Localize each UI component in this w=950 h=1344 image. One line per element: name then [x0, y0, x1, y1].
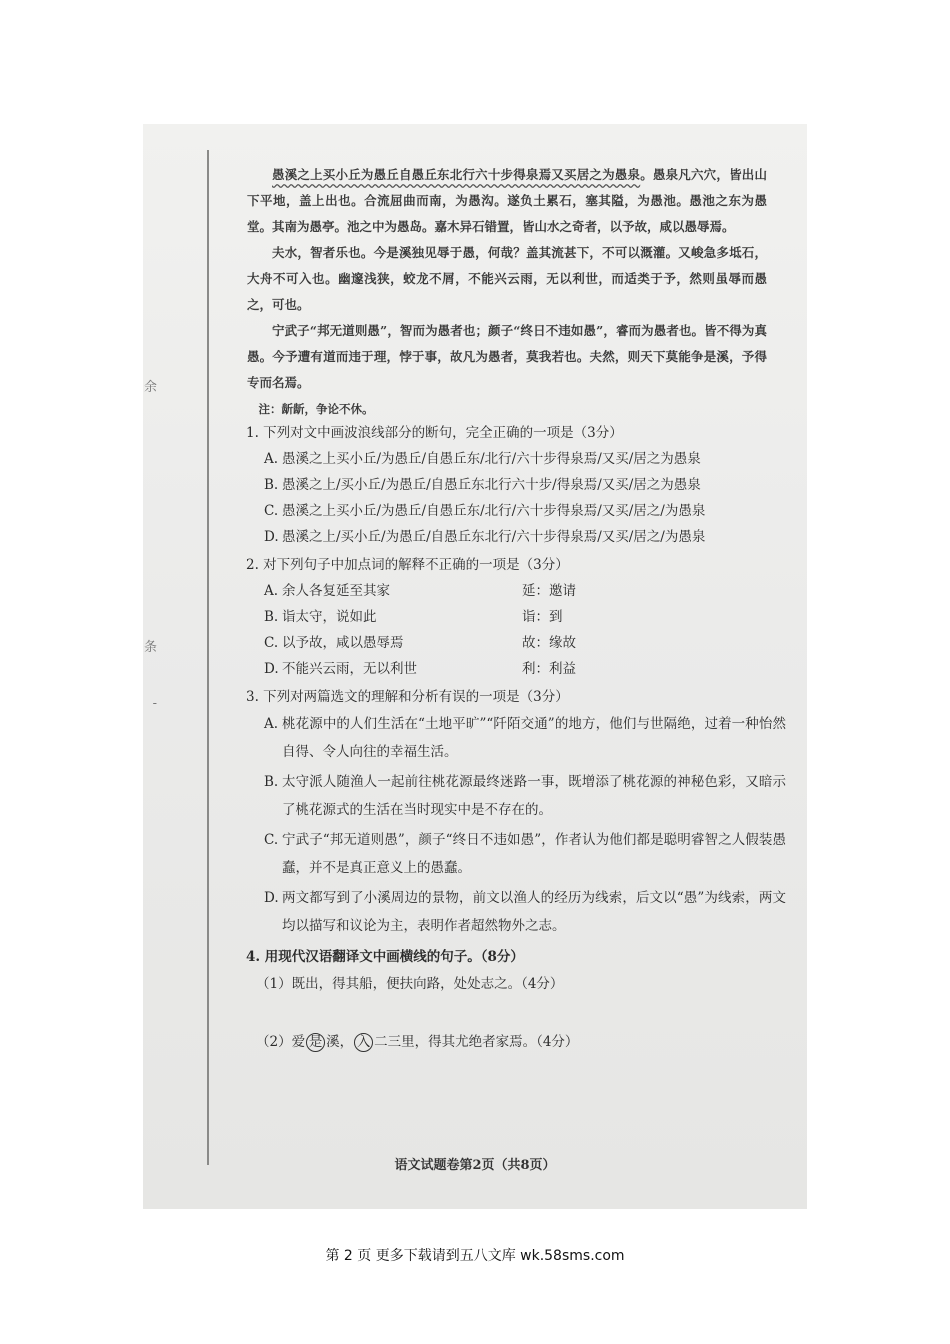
question-4-stem: 4. 用现代汉语翻译文中画横线的句子。（8分）: [246, 949, 524, 965]
question-2-option-c: C. 以予故，咸以愚辱焉 故：缘故: [264, 635, 576, 651]
question-4-sentence-2: （2）爱 是 溪， 入 二三里，得其尤绝者家焉。（4分）: [256, 1034, 579, 1050]
passage-paragraph-2: 夫水，智者乐也。今是溪独见辱于愚，何哉？盖其流甚下，不可以溉灌。又峻急多坻石，大舟不可入也。幽邃浅狭，蛟龙不屑，不能兴云雨，无以利世，而适类于予，然则虽辱而愚之，可也。: [247, 245, 767, 312]
circled-character: 是: [306, 1033, 325, 1052]
margin-mark: 余: [143, 380, 157, 395]
question-1-option-c: C. 愚溪之上买小丘/为愚丘/自愚丘东/北行/六十步得泉焉/又买/居之/为愚泉: [264, 503, 706, 519]
passage-paragraph-1: 愚溪之上买小丘为愚丘自愚丘东北行六十步得泉焉又买居之为愚泉。愚泉凡六穴，皆出山下平地，盖上出也。合流屈曲而南，为愚沟。遂负土累石，塞其隘，为愚池。愚池之东为愚堂。其南为愚亭。池之中为愚岛。嘉木异石错置，皆山水之奇者，以予故，咸以愚辱焉。: [247, 167, 767, 234]
scanned-exam-photo: [143, 124, 807, 1209]
question-3-option-b: B. 太守派人随渔人一起前往桃花源最终迷路一事，既增添了桃花源的神秘色彩，又暗示了桃花源式的生活在当时现实中是不存在的。: [264, 774, 786, 818]
binding-margin-line: [207, 150, 209, 1165]
exam-page-number: 语文试题卷第2页（共8页）: [394, 1158, 556, 1173]
circled-character: 入: [354, 1033, 373, 1052]
margin-mark: 条: [143, 640, 157, 655]
passage-note: 注：龂龂，争论不休。: [258, 402, 374, 416]
question-4-sentence-1: （1）既出，得其船，便扶向路，处处志之。（4分）: [256, 976, 564, 992]
wavy-underlined-text: 愚溪之上买小丘为愚丘自愚丘东北行六十步得泉焉又买居之为愚泉: [272, 167, 641, 182]
classical-passage: [247, 162, 767, 422]
question-2-option-d: D. 不能兴云雨，无以利世 利：利益: [264, 661, 576, 677]
question-1-option-b: B. 愚溪之上/买小丘/为愚丘/自愚丘东北行六十步/得泉焉/又买/居之为愚泉: [264, 477, 701, 493]
question-1-option-a: A. 愚溪之上买小丘/为愚丘/自愚丘东/北行/六十步得泉焉/又买/居之为愚泉: [264, 451, 701, 467]
question-3-option-d: D. 两文都写到了小溪周边的景物，前文以渔人的经历为线索，后文以“愚”为线索，两文均以描写和议论为主，表明作者超然物外之志。: [264, 890, 786, 934]
question-section: [246, 420, 786, 1056]
question-1-stem: 1. 下列对文中画波浪线部分的断句，完全正确的一项是（3分）: [246, 425, 623, 441]
question-2-option-a: A. 余人各复延至其家 延：邀请: [264, 583, 576, 599]
page-footer: 第 2 页 更多下载请到五八文库 wk.58sms.com: [325, 1248, 625, 1264]
question-3-option-c: C. 宁武子“邦无道则愚”，颜子“终日不违如愚”，作者认为他们都是聪明睿智之人假装愚蠢，并不是真正意义上的愚蠢。: [264, 832, 786, 876]
margin-mark: -: [152, 696, 157, 711]
question-1-option-d: D. 愚溪之上/买小丘/为愚丘/自愚丘东北行/六十步得泉焉/又买/居之/为愚泉: [264, 529, 706, 545]
question-3-option-a: A. 桃花源中的人们生活在“土地平旷”“阡陌交通”的地方，他们与世隔绝，过着一种怡然自得、令人向往的幸福生活。: [264, 716, 786, 760]
passage-paragraph-3: 宁武子“邦无道则愚”，智而为愚者也；颜子“终日不违如愚”，睿而为愚者也。皆不得为真愚。今予遭有道而违于理，悖于事，故凡为愚者，莫我若也。夫然，则天下莫能争是溪，予得专而名焉。: [247, 323, 767, 390]
question-2-stem: 2. 对下列句子中加点词的解释不正确的一项是（3分）: [246, 557, 569, 573]
question-2-option-b: B. 诣太守，说如此 诣：到: [264, 609, 563, 625]
question-3-stem: 3. 下列对两篇选文的理解和分析有误的一项是（3分）: [246, 689, 569, 705]
